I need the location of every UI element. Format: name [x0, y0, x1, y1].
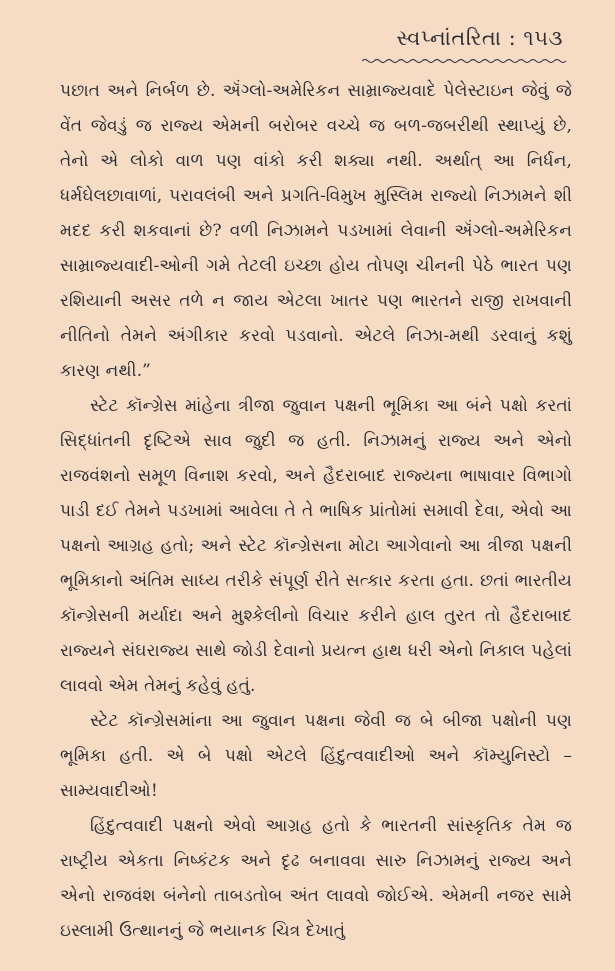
running-header: સ્વપ્નાંતરિતા : ૧૫૩ — [396, 26, 563, 50]
paragraph-state-congress-third-party: સ્ટેટ કૉન્ગ્રેસ માંહેના ત્રીજા જુવાન પક્ષની ભૂમિકા આ બંને પક્ષો કરતાં સિદ્ધાંતની દૃષ્ટિએ સાવ જુદી જ હતી. નિઝામનું રાજ્ય અને એનો રાજવંશનો સમૂળ વિનાશ કરવો, અને હૈદરાબાદ રાજ્યના ભાષાવાર વિભાગો પાડી દઈ તેમને પડખામાં આવેલા તે તે ભાષિક પ્રાંતોમાં સમાવી દેવા, એવો આ પક્ષનો આગ્રહ હતો; અને સ્ટેટ કૉન્ગ્રેસના મોટા આગેવાનો આ ત્રીજા પક્ષની ભૂમિકાનો અંતિમ સાધ્ય તરીકે સંપૂર્ણ રીતે સત્કાર કરતા હતા. છતાં ભારતીય કૉન્ગ્રેસની મર્યાદા અને મુશ્કેલીનો વિચાર કરીને હાલ તુરત તો હૈદરાબાદ રાજ્યને સંઘરાજ્ય સાથે જોડી દેવાનો પ્રયત્ન હાથ ધરી એનો નિકાલ પહેલાં લાવવો એમ તેમનું કહેવું હતું. — [60, 396, 572, 696]
body-text — [60, 74, 572, 949]
paragraph-continued: પછાત અને નિર્બળ છે. ઍંગ્લો-અમેરિકન સામ્રાજ્યવાદે પેલેસ્ટાઇન જેવું જે વેંત જેવડું જ રાજ્ય એમની બરોબર વચ્ચે જ બળ-જબરીથી સ્થાપ્યું છે, તેનો એ લોકો વાળ પણ વાંકો કરી શક્યા નથી. અર્થાત્ આ નિર્ધન, ધર્મઘેલછાવાળાં, પરાવલંબી અને પ્રગતિ-વિમુખ મુસ્લિમ રાજ્યો નિઝામને શી મદદ કરી શકવાનાં છે? વળી નિઝામને પડખામાં લેવાની ઍંગ્લો-અમેરિકન સામ્રાજ્યવાદી-ઓની ગમે તેટલી ઇચ્છા હોય તોપણ ચીનની પેઠે ભારત પણ રશિયાની અસર તળે ન જાય એટલા ખાતર પણ ભારતને રાજી રાખવાની નીતિનો તેમને અંગીકાર કરવો પડવાનો. એટલે નિઝા-મથી ડરવાનું કશું કારણ નથી.” — [60, 81, 572, 381]
paragraph-two-other-parties: સ્ટેટ કૉન્ગ્રેસમાંના આ જુવાન પક્ષના જેવી જ બે બીજા પક્ષોની પણ ભૂમિકા હતી. એ બે પક્ષો એટલે હિંદુત્વવાદીઓ અને કૉમ્યુનિસ્ટો – સામ્યવાદીઓ! — [60, 711, 572, 801]
header-wavy-rule — [362, 58, 567, 64]
paragraph-hindutva-party: હિંદુત્વવાદી પક્ષનો એવો આગ્રહ હતો કે ભારતની સાંસ્કૃતિક તેમ જ રાષ્ટ્રીય એકતા નિષ્કંટક અને દૃઢ બનાવવા સારુ નિઝામનું રાજ્ય અને એનો રાજવંશ બંનેનો તાબડતોબ અંત લાવવો જોઈએ. એમની નજર સામે ઇસ્લામી ઉત્થાનનું જે ભયાનક ચિત્ર દેખાતું — [60, 816, 572, 941]
